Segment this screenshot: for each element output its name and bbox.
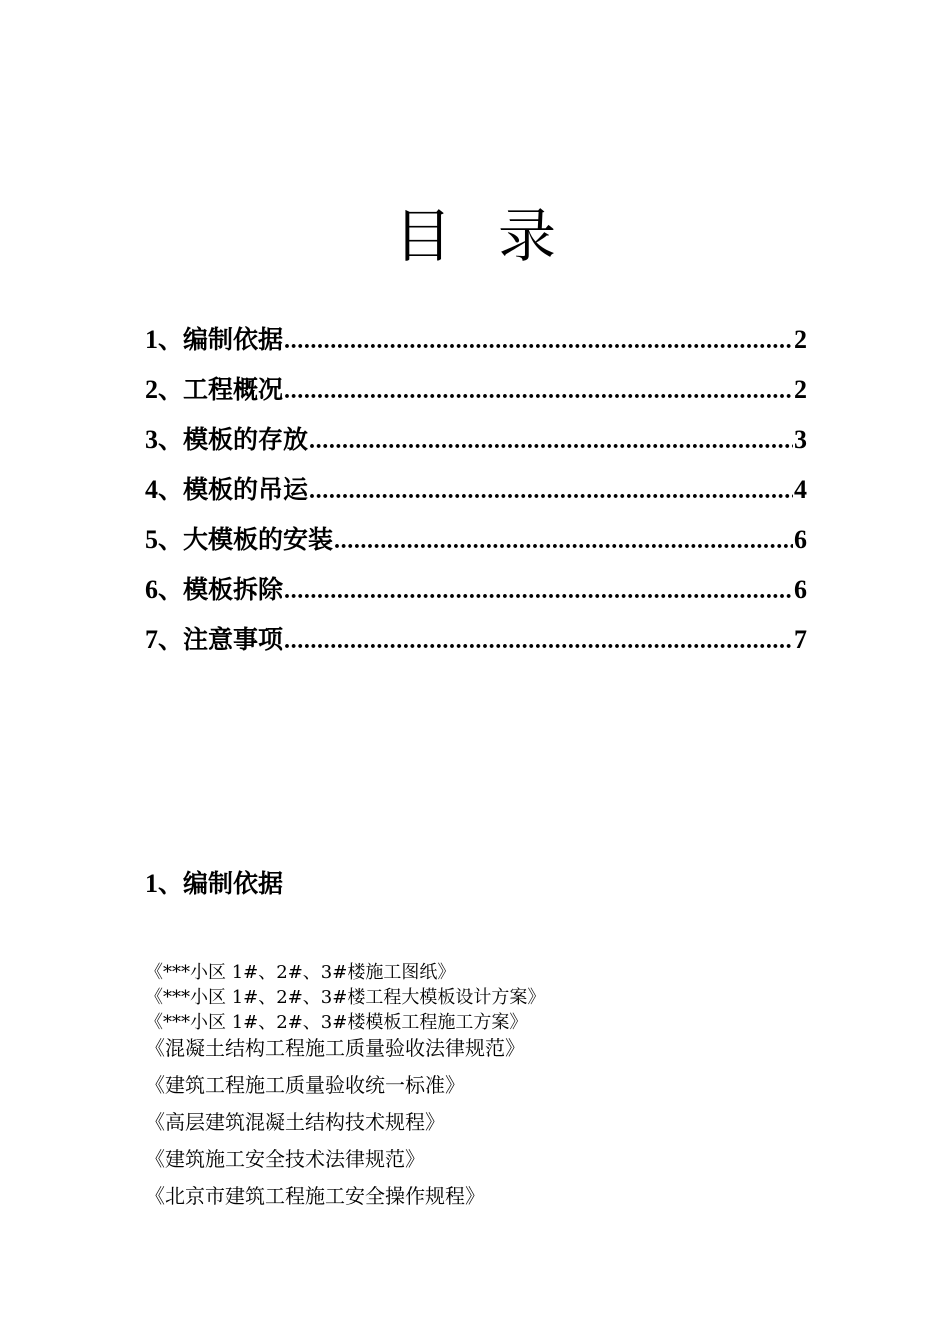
toc-entry-page: 6 — [794, 575, 807, 604]
section-heading — [145, 863, 283, 905]
toc-entry-label: 大模板的安装 — [183, 525, 334, 554]
page-title — [0, 201, 950, 271]
reference-item: 《北京市建筑工程施工安全操作规程》 — [145, 1184, 485, 1208]
page-title-char-1: 目 — [393, 201, 452, 270]
toc-entry-label: 工程概况 — [183, 375, 284, 404]
toc-entry-separator: 、 — [158, 325, 184, 354]
toc-entry-label: 编制依据 — [183, 325, 284, 354]
toc-dot-leader — [284, 570, 793, 612]
toc-dot-leader — [334, 520, 793, 562]
toc-entry-label: 注意事项 — [183, 625, 284, 654]
toc-entry-number: 1 — [145, 325, 158, 354]
reference-list — [145, 1033, 525, 1218]
toc-entry-label: 模板的吊运 — [183, 475, 309, 504]
toc-entry-separator: 、 — [158, 475, 184, 504]
toc-dot-leader — [309, 420, 793, 462]
toc-entry-page: 2 — [794, 375, 807, 404]
reference-item: 《***小区 1#、2#、3#楼模板工程施工方案》 — [145, 1012, 528, 1033]
toc-entry-label: 模板的存放 — [183, 425, 309, 454]
toc-entry-page: 4 — [794, 475, 807, 504]
toc-entry-separator: 、 — [158, 625, 184, 654]
toc-entry-separator: 、 — [158, 375, 184, 404]
toc-entry[interactable] — [145, 419, 807, 469]
toc-entry[interactable] — [145, 469, 807, 519]
toc-entry[interactable] — [145, 369, 807, 419]
reference-item: 《建筑施工安全技术法律规范》 — [145, 1147, 425, 1171]
toc-entry[interactable] — [145, 319, 807, 369]
reference-list-compact — [145, 960, 545, 1035]
section-number: 1 — [145, 868, 158, 898]
toc-entry-separator: 、 — [158, 575, 184, 604]
section-separator: 、 — [158, 868, 184, 898]
toc-entry-number: 2 — [145, 375, 158, 404]
toc-entry-separator: 、 — [158, 425, 184, 454]
toc-entry[interactable] — [145, 619, 807, 669]
toc-entry-page: 7 — [794, 625, 807, 654]
section-title: 编制依据 — [183, 868, 284, 898]
toc-entry[interactable] — [145, 519, 807, 569]
toc-entry-number: 3 — [145, 425, 158, 454]
toc-dot-leader — [284, 620, 793, 662]
toc-entry-page: 3 — [794, 425, 807, 454]
reference-item: 《建筑工程施工质量验收统一标准》 — [145, 1073, 465, 1097]
toc-entry-page: 2 — [794, 325, 807, 354]
reference-item: 《混凝土结构工程施工质量验收法律规范》 — [145, 1036, 525, 1060]
reference-item: 《***小区 1#、2#、3#楼工程大模板设计方案》 — [145, 987, 546, 1008]
reference-item: 《***小区 1#、2#、3#楼施工图纸》 — [145, 962, 456, 983]
page-title-char-2: 录 — [498, 201, 557, 270]
toc-entry-number: 6 — [145, 575, 158, 604]
reference-item: 《高层建筑混凝土结构技术规程》 — [145, 1110, 445, 1134]
toc-dot-leader — [284, 370, 793, 412]
toc-dot-leader — [309, 470, 793, 512]
toc-entry-label: 模板拆除 — [183, 575, 284, 604]
toc-entry-page: 6 — [794, 525, 807, 554]
toc-entry[interactable] — [145, 569, 807, 619]
toc-entry-separator: 、 — [158, 525, 184, 554]
toc-dot-leader — [284, 320, 793, 362]
toc-entry-number: 4 — [145, 475, 158, 504]
table-of-contents — [145, 319, 807, 669]
toc-entry-number: 7 — [145, 625, 158, 654]
toc-entry-number: 5 — [145, 525, 158, 554]
